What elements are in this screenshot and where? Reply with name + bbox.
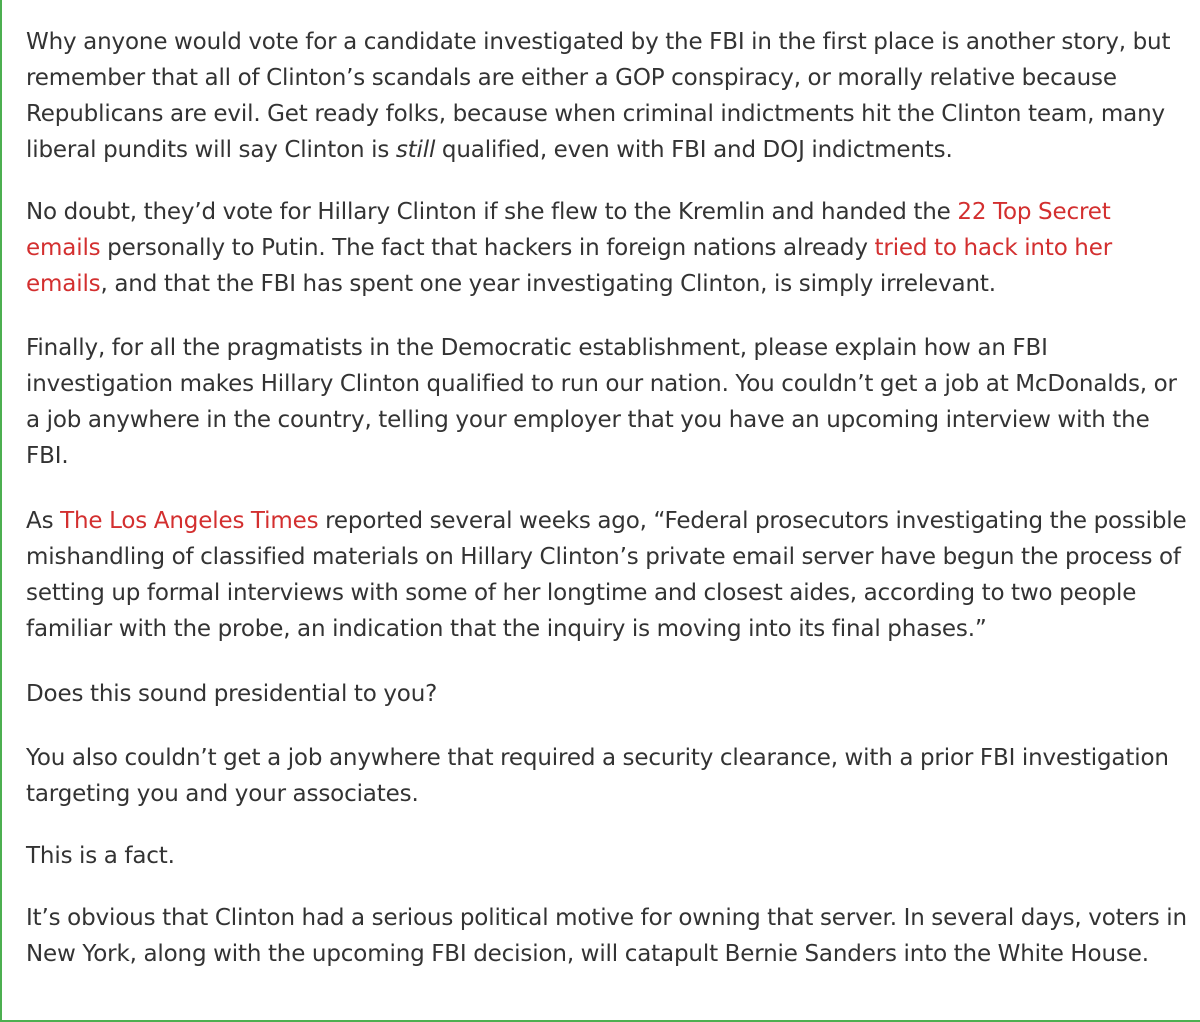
link-tried-to-hack-emails[interactable]: tried to hack into her emails: [26, 235, 1113, 297]
paragraph-text: Why anyone would vote for a candidate investigated by the FBI in the first place is another story, but remember that all of Clinton’s scandals are either a GOP conspiracy, or morally relative because Republicans are evil. Get ready folks, because when criminal indictments hit the Clinton team, many liberal pundits will say Clinton is: [26, 29, 1171, 163]
paragraph-text: reported several weeks ago, “Federal prosecutors investigating the possible mishandling of classified materials on Hillary Clinton’s private email server have begun the process of setting up formal interviews with some of her longtime and closest aides, according to two people familiar with the probe, an indication that the inquiry is moving into its final phases.”: [26, 508, 1187, 642]
paragraph-text: personally to Putin. The fact that hackers in foreign nations already: [100, 235, 875, 261]
paragraph-fbi-candidate: [26, 24, 1191, 168]
paragraph-text: , and that the FBI has spent one year investigating Clinton, is simply irrelevant.: [100, 271, 996, 297]
paragraph-fact: This is a fact.: [26, 843, 175, 869]
paragraph-motive: It’s obvious that Clinton had a serious political motive for owning that server. In several days, voters in New York, along with the upcoming FBI decision, will catapult Bernie Sanders into the White House.: [26, 905, 1187, 967]
paragraph-pragmatists: Finally, for all the pragmatists in the Democratic establishment, please explain how an FBI investigation makes Hillary Clinton qualified to run our nation. You couldn’t get a job at McDonalds, or a job anywhere in the country, telling your employer that you have an upcoming interview with the FBI.: [26, 335, 1177, 469]
paragraph-text: qualified, even with FBI and DOJ indictments.: [435, 137, 953, 163]
paragraph-security-clearance: You also couldn’t get a job anywhere that required a security clearance, with a prior FBI investigation targeting you and your associates.: [26, 745, 1169, 807]
paragraph-kremlin: [26, 194, 1191, 302]
link-22-top-secret-emails[interactable]: 22 Top Secret emails: [26, 199, 1111, 261]
link-los-angeles-times[interactable]: The Los Angeles Times: [60, 508, 319, 534]
paragraph-presidential: Does this sound presidential to you?: [26, 681, 438, 707]
emphasis-still: still: [395, 137, 436, 163]
paragraph-text: No doubt, they’d vote for Hillary Clinton if she flew to the Kremlin and handed the: [26, 199, 958, 225]
paragraph-text: As: [26, 508, 61, 534]
paragraph-la-times: [26, 503, 1191, 647]
